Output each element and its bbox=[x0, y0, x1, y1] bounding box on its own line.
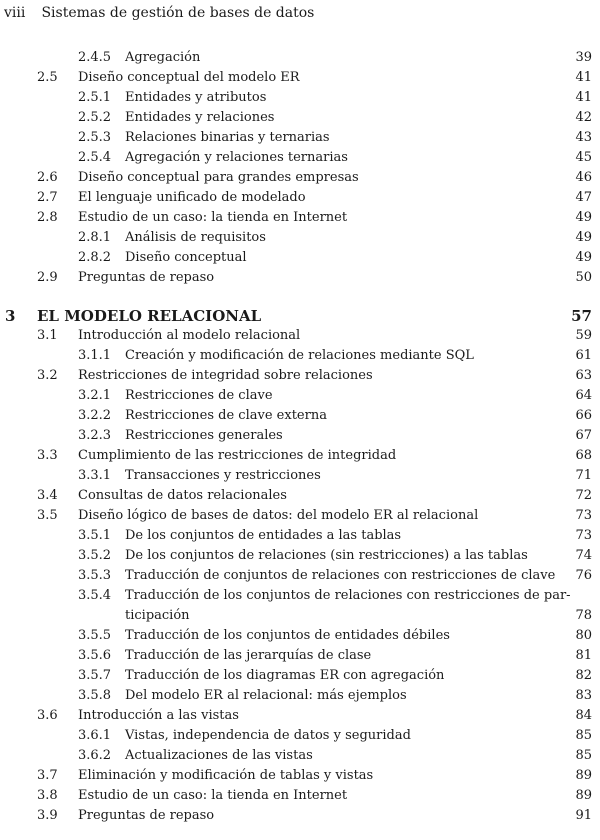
entry-number: 2.7 bbox=[37, 190, 58, 205]
entry-number: 3.5.6 bbox=[78, 648, 112, 663]
entry-title: Entidades y atributos bbox=[125, 90, 267, 105]
entry-page: 59 bbox=[575, 328, 592, 343]
toc-entry[interactable] bbox=[0, 766, 600, 786]
running-header bbox=[4, 5, 314, 21]
entry-number: 3.8 bbox=[37, 788, 58, 803]
toc-entry[interactable] bbox=[0, 586, 600, 606]
toc-entry[interactable] bbox=[0, 248, 600, 268]
running-title: Sistemas de gestión de bases de datos bbox=[41, 5, 315, 21]
entry-page: 45 bbox=[575, 150, 592, 165]
entry-title: Introducción al modelo relacional bbox=[78, 328, 301, 343]
entry-number: 3.5.7 bbox=[78, 668, 112, 683]
toc-entry[interactable] bbox=[0, 646, 600, 666]
toc-entry[interactable] bbox=[0, 168, 600, 188]
entry-number: 3.4 bbox=[37, 488, 58, 503]
chapter-number: 3 bbox=[5, 307, 16, 325]
toc-entry[interactable] bbox=[0, 88, 600, 108]
entry-page: 91 bbox=[575, 808, 592, 823]
entry-page: 74 bbox=[575, 548, 592, 563]
entry-number: 3.5.1 bbox=[78, 528, 112, 543]
entry-number: 3.6 bbox=[37, 708, 58, 723]
entry-number: 2.5 bbox=[37, 70, 58, 85]
entry-page: 73 bbox=[575, 528, 592, 543]
toc-entry[interactable] bbox=[0, 406, 600, 426]
entry-number: 3.9 bbox=[37, 808, 58, 823]
toc-entry[interactable] bbox=[0, 426, 600, 446]
toc-entry[interactable] bbox=[0, 486, 600, 506]
entry-page: 72 bbox=[575, 488, 592, 503]
entry-page: 78 bbox=[575, 608, 592, 623]
entry-page: 49 bbox=[575, 210, 592, 225]
toc-entry[interactable] bbox=[0, 188, 600, 208]
entry-page: 43 bbox=[575, 130, 592, 145]
entry-title: Estudio de un caso: la tienda en Internet bbox=[78, 788, 348, 803]
entry-number: 3.1.1 bbox=[78, 348, 112, 363]
entry-page: 85 bbox=[575, 748, 592, 763]
toc-entry[interactable] bbox=[0, 228, 600, 248]
entry-number: 3.5.3 bbox=[78, 568, 112, 583]
entry-title: Diseño lógico de bases de datos: del modelo ER al relacional bbox=[78, 508, 479, 523]
entry-title: Restricciones de clave bbox=[125, 388, 273, 403]
entry-page: 63 bbox=[575, 368, 592, 383]
entry-title: Restricciones de clave externa bbox=[125, 408, 327, 423]
entry-title: El lenguaje unificado de modelado bbox=[78, 190, 306, 205]
toc-entry[interactable] bbox=[0, 128, 600, 148]
entry-page: 89 bbox=[575, 788, 592, 803]
entry-page: 85 bbox=[575, 728, 592, 743]
entry-number: 3.3.1 bbox=[78, 468, 112, 483]
entry-title: De los conjuntos de entidades a las tablas bbox=[125, 528, 402, 543]
entry-title: Introducción a las vistas bbox=[78, 708, 239, 723]
entry-number: 3.2.1 bbox=[78, 388, 112, 403]
entry-page: 68 bbox=[575, 448, 592, 463]
entry-title: Análisis de requisitos bbox=[125, 230, 266, 245]
toc-section-chapter-2 bbox=[0, 48, 600, 288]
entry-title: Creación y modificación de relaciones mediante SQL bbox=[125, 348, 474, 363]
toc-entry[interactable] bbox=[0, 346, 600, 366]
entry-number: 3.2 bbox=[37, 368, 58, 383]
entry-title: De los conjuntos de relaciones (sin restricciones) a las tablas bbox=[125, 548, 528, 563]
entry-number: 3.7 bbox=[37, 768, 58, 783]
entry-title: ticipación bbox=[125, 608, 190, 623]
toc-entry[interactable] bbox=[0, 386, 600, 406]
toc-entry-continuation[interactable] bbox=[0, 606, 600, 626]
toc-entry[interactable] bbox=[0, 786, 600, 806]
entry-page: 82 bbox=[575, 668, 592, 683]
entry-page: 84 bbox=[575, 708, 592, 723]
entry-page: 76 bbox=[575, 568, 592, 583]
entry-number: 2.5.3 bbox=[78, 130, 112, 145]
entry-title: Traducción de los conjuntos de relaciones con restricciones de par- bbox=[125, 588, 571, 603]
entry-page: 61 bbox=[575, 348, 592, 363]
entry-number: 3.6.2 bbox=[78, 748, 112, 763]
entry-number: 2.6 bbox=[37, 170, 58, 185]
entry-title: Consultas de datos relacionales bbox=[78, 488, 287, 503]
entry-number: 3.5.4 bbox=[78, 588, 112, 603]
toc-entry[interactable] bbox=[0, 208, 600, 228]
toc-section-chapter-3 bbox=[0, 326, 600, 826]
toc-entry[interactable] bbox=[0, 666, 600, 686]
entry-title: Preguntas de repaso bbox=[78, 808, 215, 823]
toc-entry[interactable] bbox=[0, 268, 600, 288]
entry-number: 3.5 bbox=[37, 508, 58, 523]
entry-number: 2.5.1 bbox=[78, 90, 112, 105]
entry-page: 39 bbox=[575, 50, 592, 65]
entry-page: 66 bbox=[575, 408, 592, 423]
entry-page: 80 bbox=[575, 628, 592, 643]
toc-entry[interactable] bbox=[0, 466, 600, 486]
entry-page: 83 bbox=[575, 688, 592, 703]
entry-title: Estudio de un caso: la tienda en Internet bbox=[78, 210, 348, 225]
entry-title: Traducción de conjuntos de relaciones con restricciones de clave bbox=[125, 568, 556, 583]
entry-title: Traducción de las jerarquías de clase bbox=[125, 648, 372, 663]
entry-title: Entidades y relaciones bbox=[125, 110, 275, 125]
entry-page: 64 bbox=[575, 388, 592, 403]
entry-number: 3.2.3 bbox=[78, 428, 112, 443]
table-of-contents bbox=[0, 48, 600, 826]
entry-title: Traducción de los conjuntos de entidades débiles bbox=[125, 628, 450, 643]
toc-entry[interactable] bbox=[0, 326, 600, 346]
entry-number: 3.6.1 bbox=[78, 728, 112, 743]
toc-entry[interactable] bbox=[0, 108, 600, 128]
toc-entry[interactable] bbox=[0, 566, 600, 586]
entry-title: Restricciones de integridad sobre relaciones bbox=[78, 368, 373, 383]
toc-entry[interactable] bbox=[0, 526, 600, 546]
toc-entry[interactable] bbox=[0, 726, 600, 746]
entry-title: Restricciones generales bbox=[125, 428, 283, 443]
chapter-title: EL MODELO RELACIONAL bbox=[37, 307, 262, 325]
entry-number: 3.5.8 bbox=[78, 688, 112, 703]
entry-title: Actualizaciones de las vistas bbox=[125, 748, 313, 763]
page-number: viii bbox=[4, 5, 26, 21]
entry-page: 81 bbox=[575, 648, 592, 663]
entry-number: 2.9 bbox=[37, 270, 58, 285]
toc-entry[interactable] bbox=[0, 746, 600, 766]
entry-number: 3.5.2 bbox=[78, 548, 112, 563]
entry-title: Diseño conceptual del modelo ER bbox=[78, 70, 300, 85]
entry-page: 49 bbox=[575, 230, 592, 245]
toc-entry[interactable] bbox=[0, 48, 600, 68]
entry-number: 2.8 bbox=[37, 210, 58, 225]
toc-entry[interactable] bbox=[0, 806, 600, 826]
toc-chapter-entry[interactable] bbox=[0, 306, 600, 326]
entry-title: Diseño conceptual para grandes empresas bbox=[78, 170, 359, 185]
toc-entry[interactable] bbox=[0, 68, 600, 88]
entry-number: 2.8.1 bbox=[78, 230, 112, 245]
entry-title: Preguntas de repaso bbox=[78, 270, 215, 285]
entry-page: 47 bbox=[575, 190, 592, 205]
entry-title: Vistas, independencia de datos y seguridad bbox=[125, 728, 411, 743]
entry-title: Agregación y relaciones ternarias bbox=[125, 150, 348, 165]
entry-number: 3.1 bbox=[37, 328, 58, 343]
entry-page: 50 bbox=[575, 270, 592, 285]
toc-entry[interactable] bbox=[0, 148, 600, 168]
entry-number: 2.5.2 bbox=[78, 110, 112, 125]
entry-title: Del modelo ER al relacional: más ejemplos bbox=[125, 688, 407, 703]
entry-page: 41 bbox=[575, 70, 592, 85]
entry-page: 89 bbox=[575, 768, 592, 783]
entry-number: 3.2.2 bbox=[78, 408, 112, 423]
entry-title: Transacciones y restricciones bbox=[125, 468, 321, 483]
entry-title: Eliminación y modificación de tablas y vistas bbox=[78, 768, 374, 783]
toc-entry[interactable] bbox=[0, 706, 600, 726]
toc-entry[interactable] bbox=[0, 626, 600, 646]
entry-title: Relaciones binarias y ternarias bbox=[125, 130, 330, 145]
entry-page: 42 bbox=[575, 110, 592, 125]
entry-title: Traducción de los diagramas ER con agregación bbox=[125, 668, 445, 683]
entry-page: 49 bbox=[575, 250, 592, 265]
entry-title: Diseño conceptual bbox=[125, 250, 247, 265]
entry-page: 46 bbox=[575, 170, 592, 185]
chapter-page: 57 bbox=[571, 307, 592, 325]
entry-page: 71 bbox=[575, 468, 592, 483]
entry-page: 67 bbox=[575, 428, 592, 443]
entry-title: Agregación bbox=[125, 50, 201, 65]
entry-number: 2.5.4 bbox=[78, 150, 112, 165]
entry-page: 41 bbox=[575, 90, 592, 105]
entry-title: Cumplimiento de las restricciones de integridad bbox=[78, 448, 397, 463]
entry-number: 2.4.5 bbox=[78, 50, 112, 65]
entry-number: 2.8.2 bbox=[78, 250, 112, 265]
toc-entry[interactable] bbox=[0, 686, 600, 706]
toc-entry[interactable] bbox=[0, 546, 600, 566]
toc-entry[interactable] bbox=[0, 446, 600, 466]
toc-entry[interactable] bbox=[0, 506, 600, 526]
entry-number: 3.5.5 bbox=[78, 628, 112, 643]
entry-page: 73 bbox=[575, 508, 592, 523]
toc-entry[interactable] bbox=[0, 366, 600, 386]
entry-number: 3.3 bbox=[37, 448, 58, 463]
